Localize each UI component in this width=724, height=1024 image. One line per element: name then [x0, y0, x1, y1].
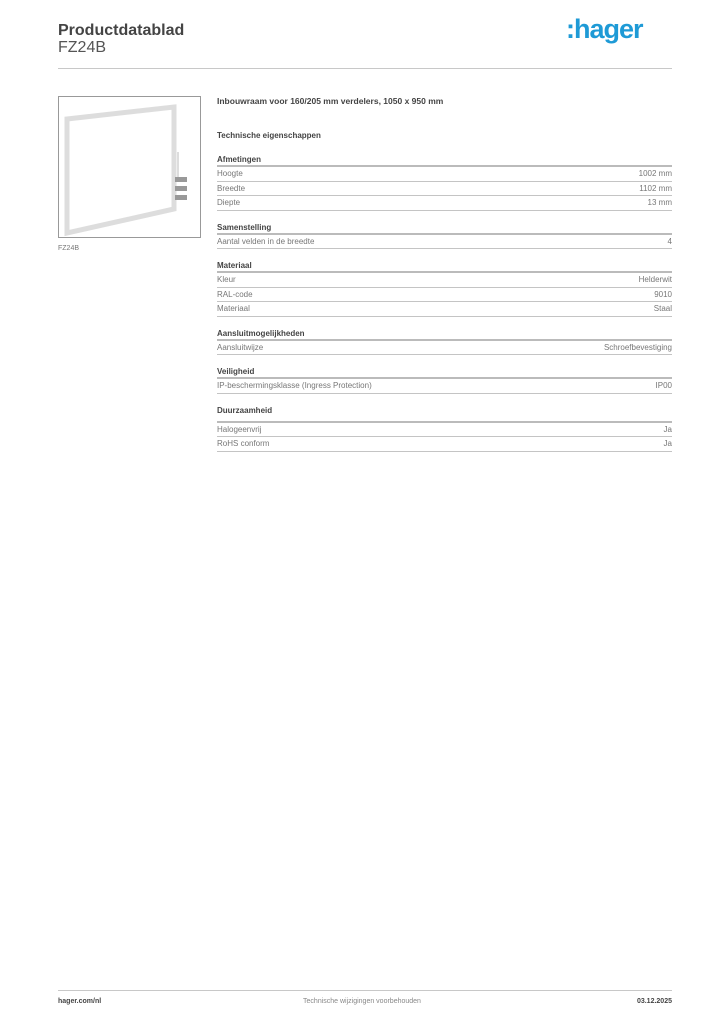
image-caption: FZ24B — [58, 245, 80, 252]
tech-heading: Technische eigenschappen — [217, 131, 321, 140]
spec-value: 13 mm — [647, 198, 672, 207]
product-code: FZ24B — [58, 39, 107, 56]
spec-section — [217, 327, 672, 356]
spec-row — [217, 423, 672, 438]
spec-label: Breedte — [217, 183, 246, 193]
spec-label: Kleur — [217, 275, 236, 284]
spec-row — [217, 379, 672, 394]
spec-row — [217, 437, 672, 452]
spec-section — [217, 404, 672, 452]
spec-label: Halogeenvrij — [217, 424, 262, 434]
spec-panel — [217, 96, 672, 462]
spec-sections — [217, 153, 672, 452]
spec-value: 1102 mm — [639, 183, 672, 193]
spec-value: 9010 — [654, 289, 672, 299]
spec-row — [217, 273, 672, 288]
footer-date: 03.12.2025 — [636, 998, 672, 1005]
section-heading: Veiligheid — [217, 365, 672, 379]
spec-section — [217, 259, 672, 317]
header-divider — [58, 68, 672, 69]
frame-illustration-icon — [59, 97, 200, 237]
spec-value: Ja — [663, 439, 672, 448]
section-heading: Duurzaamheid — [217, 404, 672, 423]
spec-row — [217, 288, 672, 303]
spec-label: IP-beschermingsklasse (Ingress Protection) — [217, 381, 372, 390]
spec-value: Helderwit — [638, 275, 672, 284]
spec-label: Diepte — [217, 198, 241, 207]
spec-section — [217, 365, 672, 394]
page-title: Productdatablad — [58, 22, 185, 39]
spec-section — [217, 221, 672, 250]
spec-label: RAL-code — [217, 289, 253, 299]
spec-label: RoHS conform — [217, 439, 270, 448]
spec-value: IP00 — [655, 381, 672, 390]
footer-notice: Technische wijzigingen voorbehouden — [303, 998, 421, 1005]
spec-row — [217, 182, 672, 197]
spec-row — [217, 196, 672, 211]
hager-logo: :hager — [566, 14, 643, 44]
spec-label: Aansluitwijze — [217, 342, 264, 352]
spec-value: Schroefbevestiging — [603, 342, 672, 352]
footer-divider — [58, 990, 672, 991]
spec-row — [217, 341, 672, 356]
spec-label: Hoogte — [217, 169, 243, 178]
spec-value: Ja — [663, 424, 672, 434]
spec-row — [217, 167, 672, 182]
section-heading: Materiaal — [217, 259, 672, 273]
section-heading: Aansluitmogelijkheden — [217, 327, 672, 341]
spec-value: 1002 mm — [638, 169, 672, 178]
product-image — [58, 96, 201, 238]
spec-value: Staal — [653, 304, 672, 313]
spec-label: Materiaal — [217, 304, 250, 313]
spec-section — [217, 153, 672, 211]
product-description: Inbouwraam voor 160/205 mm verdelers, 1050 x 950 mm — [217, 96, 444, 106]
spec-row — [217, 235, 672, 250]
spec-label: Aantal velden in de breedte — [217, 236, 315, 246]
footer-website[interactable]: hager.com/nl — [58, 998, 102, 1005]
section-heading: Afmetingen — [217, 153, 672, 167]
spec-row — [217, 302, 672, 317]
section-heading: Samenstelling — [217, 221, 672, 235]
spec-value: 4 — [667, 236, 672, 246]
